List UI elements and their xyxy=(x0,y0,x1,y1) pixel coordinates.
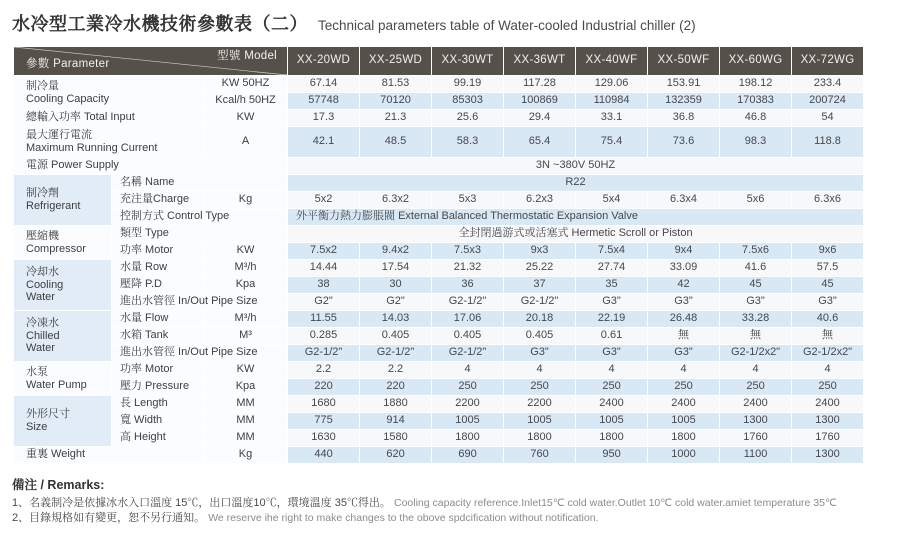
page-title-en: Technical parameters table of Water-cooled Industrial chiller (2) xyxy=(318,18,696,33)
table-row-power-supply xyxy=(14,158,864,175)
model-column-header: XX-40WF xyxy=(576,47,648,76)
weight-label-label: 重裏 Weight xyxy=(14,447,204,464)
max-running-current-value: 58.3 xyxy=(432,127,504,158)
weight-value: 760 xyxy=(504,447,576,464)
table-row-cooling-water-pd xyxy=(14,277,864,294)
chilled-water-flow-value: 11.55 xyxy=(288,311,360,328)
cooling-water-flow-value: 27.74 xyxy=(576,260,648,277)
page-title-zh: 水冷型工業冷水機技術參數表（二） xyxy=(12,14,308,34)
table-corner xyxy=(14,47,288,76)
cooling-water-flow-value: 41.6 xyxy=(720,260,792,277)
refrigerant-charge-value: 5x4 xyxy=(576,192,648,209)
table-row-refrigerant-charge xyxy=(14,192,864,209)
model-column-header: XX-60WG xyxy=(720,47,792,76)
weight-value: 950 xyxy=(576,447,648,464)
refrigerant-charge-value: 6.3x2 xyxy=(360,192,432,209)
size-length-group-label: 外形尺寸 Size xyxy=(14,396,112,447)
cooling-capacity-kcal-value: 70120 xyxy=(360,93,432,110)
cooling-water-pd-sub-label: 壓降 P.D xyxy=(112,277,204,294)
size-width-value: 1005 xyxy=(432,413,504,430)
total-input-value: 29.4 xyxy=(504,110,576,127)
cooling-capacity-kcal-value: 200724 xyxy=(792,93,864,110)
model-header-label: 型號 Model xyxy=(217,50,278,62)
cooling-water-flow-value: 14.44 xyxy=(288,260,360,277)
cooling-water-pd-value: 30 xyxy=(360,277,432,294)
cooling-water-flow-unit-label: M³/h xyxy=(204,260,288,277)
cooling-water-pipe-value: G3" xyxy=(720,294,792,311)
size-width-sub-label: 寬 Width xyxy=(112,413,204,430)
size-length-value: 1680 xyxy=(288,396,360,413)
size-length-value: 2400 xyxy=(576,396,648,413)
model-column-header: XX-50WF xyxy=(648,47,720,76)
table-row-pump-pressure xyxy=(14,379,864,396)
remark-item xyxy=(12,496,890,511)
model-column-header: XX-20WD xyxy=(288,47,360,76)
size-length-value: 1880 xyxy=(360,396,432,413)
refrigerant-charge-value: 6.3x6 xyxy=(792,192,864,209)
chilled-water-pipe-value: G3" xyxy=(504,345,576,362)
max-running-current-value: 48.5 xyxy=(360,127,432,158)
cooling-water-pipe-value: G3" xyxy=(648,294,720,311)
remarks-section xyxy=(12,475,890,526)
chilled-water-tank-value: 無 xyxy=(720,328,792,345)
total-input-value: 17.3 xyxy=(288,110,360,127)
table-row-total-input xyxy=(14,110,864,127)
table-row-chilled-water-pipe xyxy=(14,345,864,362)
power-supply-value: 3N ~380V 50HZ xyxy=(288,158,864,175)
pump-motor-unit-label: KW xyxy=(204,362,288,379)
cooling-capacity-kw-value: 67.14 xyxy=(288,76,360,93)
cooling-water-pipe-value: G3" xyxy=(792,294,864,311)
chilled-water-tank-value: 0.285 xyxy=(288,328,360,345)
refrigerant-charge-value: 5x2 xyxy=(288,192,360,209)
chilled-water-tank-value: 0.61 xyxy=(576,328,648,345)
table-row-pump-motor xyxy=(14,362,864,379)
pump-motor-value: 4 xyxy=(648,362,720,379)
cooling-capacity-kw-group-label: 制冷量 Cooling Capacity xyxy=(14,76,204,110)
cooling-capacity-kcal-value: 57748 xyxy=(288,93,360,110)
cooling-water-pd-value: 45 xyxy=(792,277,864,294)
pump-motor-value: 2.2 xyxy=(288,362,360,379)
size-height-value: 1580 xyxy=(360,430,432,447)
cooling-capacity-kcal-value: 85303 xyxy=(432,93,504,110)
chilled-water-flow-value: 33.28 xyxy=(720,311,792,328)
cooling-water-flow-value: 25.22 xyxy=(504,260,576,277)
chilled-water-flow-value: 14.03 xyxy=(360,311,432,328)
table-row-size-length xyxy=(14,396,864,413)
compressor-motor-value: 9.4x2 xyxy=(360,243,432,260)
model-column-header: XX-30WT xyxy=(432,47,504,76)
refrigerant-name-value: R22 xyxy=(288,175,864,192)
table-row-chilled-water-flow xyxy=(14,311,864,328)
refrigerant-name-sub-label: 名稱 Name xyxy=(112,175,288,192)
model-column-header: XX-25WD xyxy=(360,47,432,76)
table-row-compressor-motor xyxy=(14,243,864,260)
compressor-type-group-label: 壓縮機 Compressor xyxy=(14,226,112,260)
size-width-value: 1005 xyxy=(648,413,720,430)
cooling-water-pd-value: 45 xyxy=(720,277,792,294)
table-row-size-width xyxy=(14,413,864,430)
refrigerant-charge-unit-label: Kg xyxy=(204,192,288,209)
pump-pressure-value: 250 xyxy=(720,379,792,396)
compressor-motor-value: 9x4 xyxy=(648,243,720,260)
cooling-capacity-kw-value: 153.91 xyxy=(648,76,720,93)
chilled-water-tank-value: 無 xyxy=(648,328,720,345)
control-type-sub-label: 控制方式 Control Type xyxy=(112,209,288,226)
table-row-cooling-water-flow xyxy=(14,260,864,277)
cooling-capacity-kw-value: 99.19 xyxy=(432,76,504,93)
remark-1-en: Cooling capacity reference.Inlet15℃ cold water.Outlet 10℃ cold water.amiet temperature 35℃ xyxy=(394,497,837,509)
size-length-unit-label: MM xyxy=(204,396,288,413)
page-title xyxy=(12,10,890,36)
cooling-water-pd-value: 37 xyxy=(504,277,576,294)
weight-value: 620 xyxy=(360,447,432,464)
cooling-water-pipe-value: G2" xyxy=(360,294,432,311)
table-row-control-type xyxy=(14,209,864,226)
compressor-motor-value: 9x6 xyxy=(792,243,864,260)
cooling-water-flow-sub-label: 水量 Row xyxy=(112,260,204,277)
pump-pressure-value: 250 xyxy=(576,379,648,396)
weight-value: 690 xyxy=(432,447,504,464)
chilled-water-pipe-value: G2-1/2" xyxy=(432,345,504,362)
cooling-capacity-kw-value: 117.28 xyxy=(504,76,576,93)
cooling-capacity-kcal-value: 110984 xyxy=(576,93,648,110)
compressor-motor-value: 7.5x2 xyxy=(288,243,360,260)
cooling-water-pipe-value: G2-1/2" xyxy=(432,294,504,311)
total-input-label-label: 總輸入功率 Total Input xyxy=(14,110,204,127)
cooling-water-flow-group-label: 冷却水 Cooling Water xyxy=(14,260,112,311)
max-running-current-value: 75.4 xyxy=(576,127,648,158)
size-width-unit-label: MM xyxy=(204,413,288,430)
total-input-unit-label: KW xyxy=(204,110,288,127)
power-supply-label-label: 電源 Power Supply xyxy=(14,158,288,175)
cooling-water-flow-value: 57.5 xyxy=(792,260,864,277)
refrigerant-charge-value: 6.3x4 xyxy=(648,192,720,209)
size-height-sub-label: 高 Height xyxy=(112,430,204,447)
remark-2-zh: 2、目錄規格如有變更，恕不另行通知。 xyxy=(12,511,206,524)
size-length-value: 2400 xyxy=(648,396,720,413)
size-width-value: 1300 xyxy=(720,413,792,430)
cooling-capacity-kw-unit-label: KW 50HZ xyxy=(204,76,288,93)
refrigerant-name-group-label: 制冷劑 Refrigerant xyxy=(14,175,112,226)
chilled-water-pipe-value: G2-1/2x2" xyxy=(792,345,864,362)
chilled-water-tank-sub-label: 水箱 Tank xyxy=(112,328,204,345)
size-width-value: 1005 xyxy=(576,413,648,430)
size-height-value: 1800 xyxy=(648,430,720,447)
pump-motor-value: 4 xyxy=(504,362,576,379)
weight-value: 1300 xyxy=(792,447,864,464)
chilled-water-flow-unit-label: M³/h xyxy=(204,311,288,328)
remark-1-zh: 1、名義制冷是依據冰水入口溫度 15℃，出口溫度10℃，環境溫度 35℃得出。 xyxy=(12,497,391,509)
compressor-type-sub-label: 類型 Type xyxy=(112,226,288,243)
table-row-size-height xyxy=(14,430,864,447)
cooling-capacity-kcal-unit-label: Kcal/h 50HZ xyxy=(204,93,288,110)
chilled-water-pipe-value: G3" xyxy=(576,345,648,362)
remarks-heading: 備注 / Remarks: xyxy=(12,478,105,492)
compressor-motor-value: 7.5x3 xyxy=(432,243,504,260)
size-width-value: 1005 xyxy=(504,413,576,430)
cooling-water-pipe-value: G2" xyxy=(288,294,360,311)
size-length-value: 2400 xyxy=(720,396,792,413)
cooling-water-pipe-value: G3" xyxy=(576,294,648,311)
size-height-value: 1800 xyxy=(576,430,648,447)
cooling-water-pd-unit-label: Kpa xyxy=(204,277,288,294)
chilled-water-flow-value: 17.06 xyxy=(432,311,504,328)
cooling-capacity-kcal-value: 170383 xyxy=(720,93,792,110)
chilled-water-pipe-value: G3" xyxy=(648,345,720,362)
table-row-chilled-water-tank xyxy=(14,328,864,345)
chilled-water-pipe-value: G2-1/2x2" xyxy=(720,345,792,362)
max-running-current-value: 118.8 xyxy=(792,127,864,158)
refrigerant-charge-value: 6.2x3 xyxy=(504,192,576,209)
cooling-capacity-kw-value: 233.4 xyxy=(792,76,864,93)
compressor-motor-unit-label: KW xyxy=(204,243,288,260)
cooling-capacity-kcal-value: 132359 xyxy=(648,93,720,110)
size-height-value: 1800 xyxy=(504,430,576,447)
pump-pressure-value: 220 xyxy=(288,379,360,396)
chilled-water-flow-value: 40.6 xyxy=(792,311,864,328)
table-row-compressor-type xyxy=(14,226,864,243)
pump-pressure-value: 250 xyxy=(504,379,576,396)
weight-value: 440 xyxy=(288,447,360,464)
pump-pressure-unit-label: Kpa xyxy=(204,379,288,396)
cooling-capacity-kw-value: 81.53 xyxy=(360,76,432,93)
cooling-water-pd-value: 42 xyxy=(648,277,720,294)
pump-pressure-value: 220 xyxy=(360,379,432,396)
size-height-unit-label: MM xyxy=(204,430,288,447)
max-running-current-value: 98.3 xyxy=(720,127,792,158)
chilled-water-tank-value: 0.405 xyxy=(360,328,432,345)
spec-table xyxy=(13,46,864,464)
chilled-water-tank-value: 0.405 xyxy=(432,328,504,345)
compressor-type-value: 全封閉過游式或活塞式 Hermetic Scroll or Piston xyxy=(288,226,864,243)
cooling-water-flow-value: 33.09 xyxy=(648,260,720,277)
pump-motor-sub-label: 功率 Motor xyxy=(112,362,204,379)
chilled-water-tank-value: 無 xyxy=(792,328,864,345)
size-length-value: 2400 xyxy=(792,396,864,413)
max-running-current-unit-label: A xyxy=(204,127,288,158)
table-row-cooling-capacity-kw xyxy=(14,76,864,93)
chilled-water-pipe-sub-label: 進出水管徑 In/Out Pipe Size xyxy=(112,345,288,362)
weight-unit-label: Kg xyxy=(204,447,288,464)
total-input-value: 54 xyxy=(792,110,864,127)
chilled-water-flow-value: 20.18 xyxy=(504,311,576,328)
remark-item xyxy=(12,511,890,526)
chilled-water-flow-value: 26.48 xyxy=(648,311,720,328)
size-height-value: 1630 xyxy=(288,430,360,447)
table-row-refrigerant-name xyxy=(14,175,864,192)
max-running-current-value: 42.1 xyxy=(288,127,360,158)
size-height-value: 1760 xyxy=(720,430,792,447)
max-running-current-value: 65.4 xyxy=(504,127,576,158)
refrigerant-charge-sub-label: 充注量Charge xyxy=(112,192,204,209)
max-running-current-value: 73.6 xyxy=(648,127,720,158)
size-width-value: 914 xyxy=(360,413,432,430)
chilled-water-flow-sub-label: 水量 Flow xyxy=(112,311,204,328)
pump-pressure-value: 250 xyxy=(432,379,504,396)
compressor-motor-sub-label: 功率 Motor xyxy=(112,243,204,260)
total-input-value: 21.3 xyxy=(360,110,432,127)
cooling-water-pd-value: 36 xyxy=(432,277,504,294)
cooling-capacity-kcal-value: 100869 xyxy=(504,93,576,110)
cooling-water-flow-value: 17.54 xyxy=(360,260,432,277)
size-length-value: 2200 xyxy=(432,396,504,413)
total-input-value: 25.6 xyxy=(432,110,504,127)
pump-pressure-value: 250 xyxy=(792,379,864,396)
weight-value: 1000 xyxy=(648,447,720,464)
cooling-capacity-kw-value: 129.06 xyxy=(576,76,648,93)
size-length-value: 2200 xyxy=(504,396,576,413)
chilled-water-tank-unit-label: M³ xyxy=(204,328,288,345)
spec-table-body xyxy=(14,76,864,464)
cooling-water-flow-value: 21.32 xyxy=(432,260,504,277)
size-width-value: 775 xyxy=(288,413,360,430)
chilled-water-pipe-value: G2-1/2" xyxy=(288,345,360,362)
cooling-water-pipe-sub-label: 進出水管徑 In/Out Pipe Size xyxy=(112,294,288,311)
size-length-sub-label: 長 Length xyxy=(112,396,204,413)
control-type-value: 外平衡力熱力膨脹閥 External Balanced Thermostatic Expansion Valve xyxy=(288,209,864,226)
pump-motor-value: 2.2 xyxy=(360,362,432,379)
table-row-cooling-water-pipe xyxy=(14,294,864,311)
max-running-current-label-label: 最大運行電流 Maximum Running Current xyxy=(14,127,204,158)
cooling-water-pipe-value: G2-1/2" xyxy=(504,294,576,311)
cooling-water-pd-value: 35 xyxy=(576,277,648,294)
table-row-max-running-current xyxy=(14,127,864,158)
compressor-motor-value: 7.5x6 xyxy=(720,243,792,260)
chilled-water-pipe-value: G2-1/2" xyxy=(360,345,432,362)
refrigerant-charge-value: 5x6 xyxy=(720,192,792,209)
pump-pressure-value: 250 xyxy=(648,379,720,396)
size-height-value: 1800 xyxy=(432,430,504,447)
total-input-value: 46.8 xyxy=(720,110,792,127)
refrigerant-charge-value: 5x3 xyxy=(432,192,504,209)
total-input-value: 36.8 xyxy=(648,110,720,127)
total-input-value: 33.1 xyxy=(576,110,648,127)
cooling-capacity-kw-value: 198.12 xyxy=(720,76,792,93)
remark-2-en: We reserve ihe right to make changes to the obove spdcification without notification. xyxy=(208,511,599,524)
size-height-value: 1760 xyxy=(792,430,864,447)
chilled-water-flow-value: 22.19 xyxy=(576,311,648,328)
size-width-value: 1300 xyxy=(792,413,864,430)
param-header-label: 參數 Parameter xyxy=(26,58,110,71)
header-row xyxy=(14,47,864,76)
chilled-water-tank-value: 0.405 xyxy=(504,328,576,345)
pump-motor-value: 4 xyxy=(576,362,648,379)
table-row-weight xyxy=(14,447,864,464)
compressor-motor-value: 9x3 xyxy=(504,243,576,260)
pump-motor-group-label: 水泵 Water Pump xyxy=(14,362,112,396)
pump-pressure-sub-label: 壓力 Pressure xyxy=(112,379,204,396)
pump-motor-value: 4 xyxy=(792,362,864,379)
weight-value: 1100 xyxy=(720,447,792,464)
pump-motor-value: 4 xyxy=(432,362,504,379)
chilled-water-flow-group-label: 冷凍水 Chilled Water xyxy=(14,311,112,362)
model-column-header: XX-36WT xyxy=(504,47,576,76)
cooling-water-pd-value: 38 xyxy=(288,277,360,294)
compressor-motor-value: 7.5x4 xyxy=(576,243,648,260)
pump-motor-value: 4 xyxy=(720,362,792,379)
model-column-header: XX-72WG xyxy=(792,47,864,76)
